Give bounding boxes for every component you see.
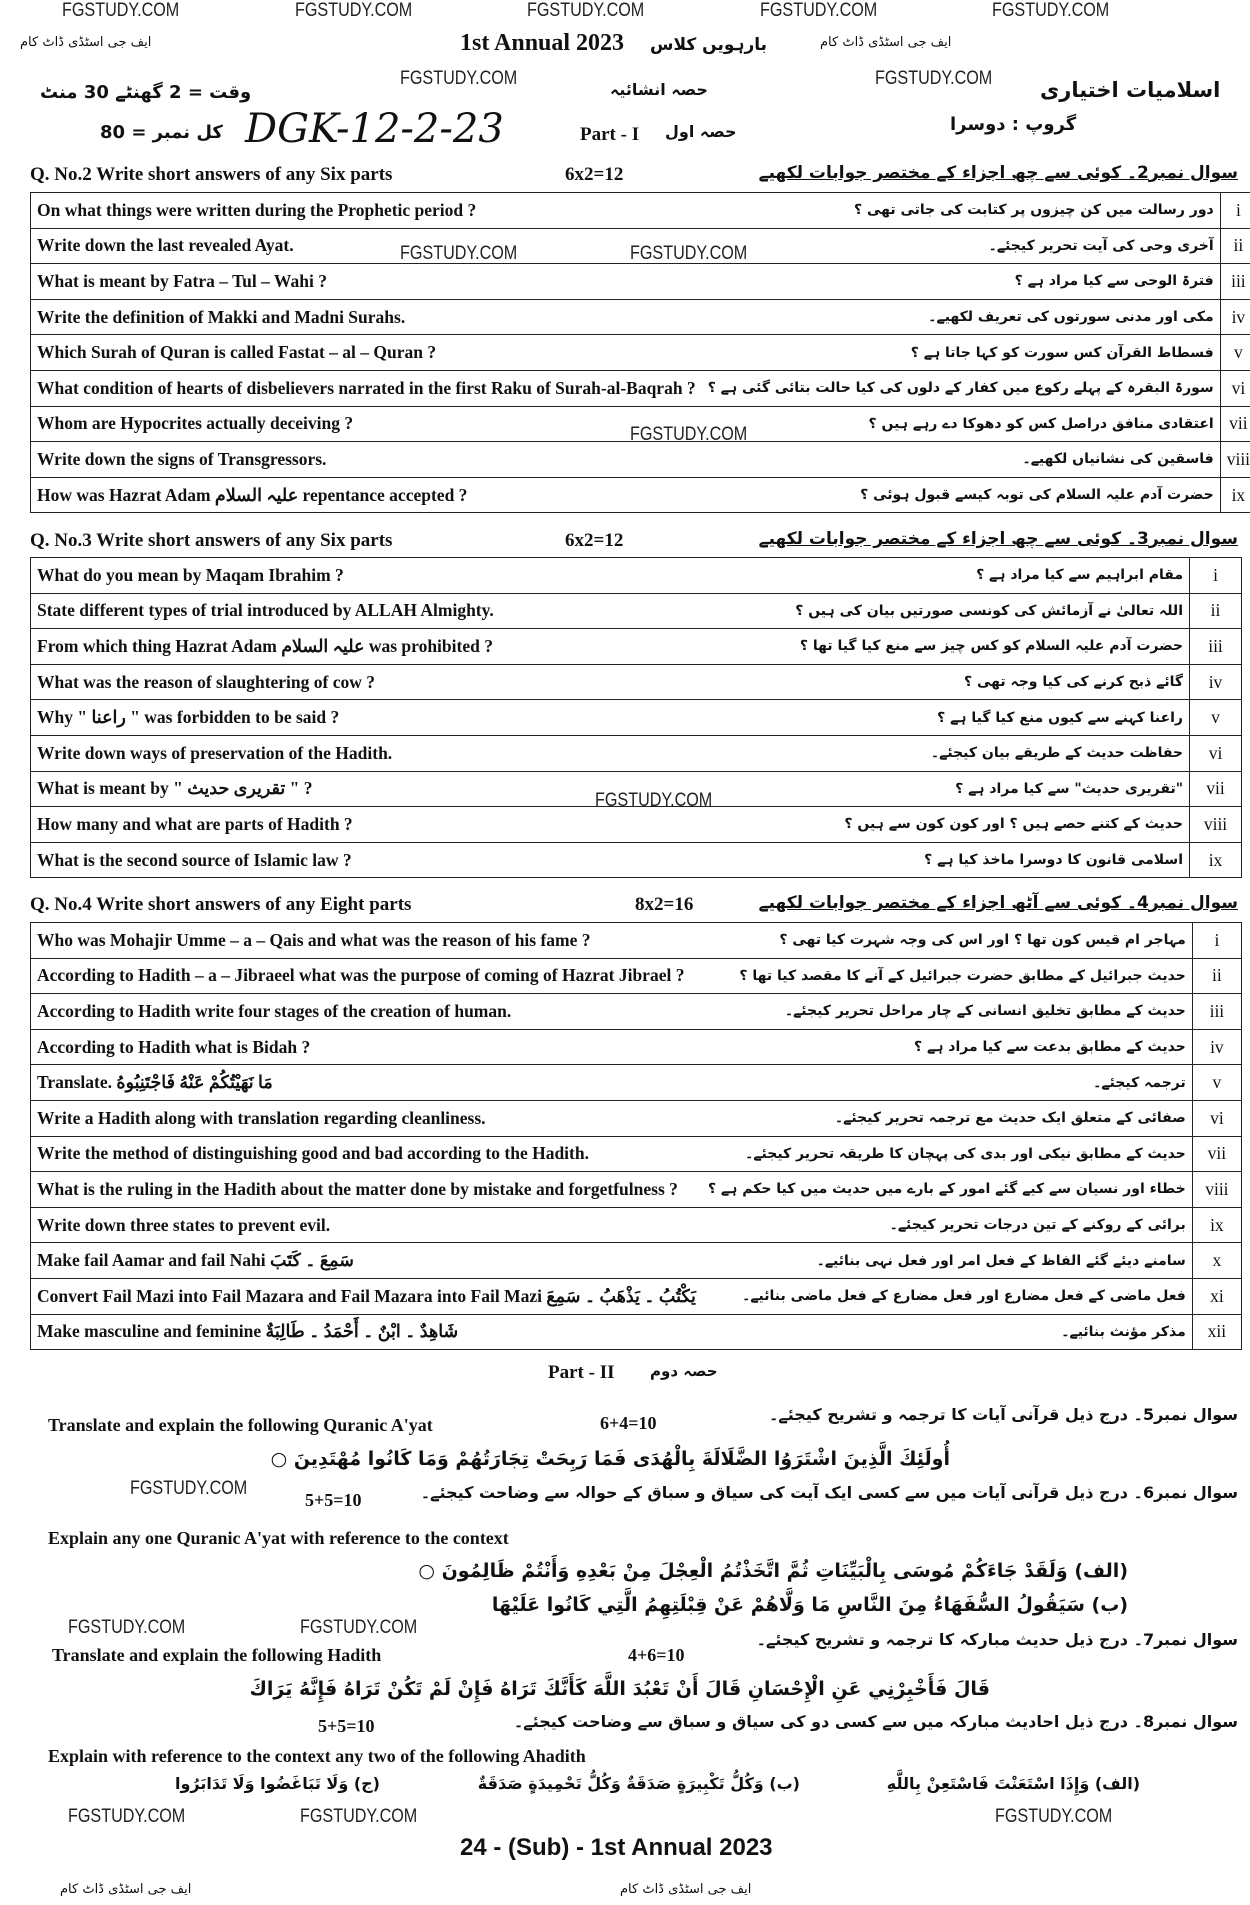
watermark: FGSTUDY.COM (400, 68, 518, 89)
question-english: How was Hazrat Adam علیہ السلام repentance accepted ? (31, 477, 702, 513)
q4-row (31, 1136, 1242, 1172)
watermark: FGSTUDY.COM (527, 0, 645, 21)
question-number: x (1192, 1243, 1241, 1279)
watermark: FGSTUDY.COM (68, 1617, 186, 1638)
watermark-urdu: ایف جی اسٹڈی ڈاٹ کام (60, 1882, 192, 1897)
q2-row (31, 193, 1250, 229)
q4-row (31, 1243, 1242, 1279)
total-marks: کل نمبر = 80 (100, 122, 223, 143)
question-number: xii (1192, 1314, 1241, 1350)
question-english: What condition of hearts of disbelievers narrated in the first Raku of Surah-al-Baqrah ? (31, 370, 702, 406)
q2-marks: 6x2=12 (565, 164, 624, 185)
q3-row (31, 842, 1242, 878)
watermark: FGSTUDY.COM (130, 1478, 248, 1499)
group-label: گروپ : دوسرا (950, 114, 1077, 135)
question-english: Write the definition of Makki and Madni Surahs. (31, 299, 702, 335)
question-number: v (1190, 700, 1242, 736)
question-number: ix (1190, 842, 1242, 878)
question-number: ii (1192, 958, 1241, 994)
q3-header (30, 528, 1238, 554)
question-english: From which thing Hazrat Adam علیہ السلام was prohibited ? (31, 629, 591, 665)
q4-row (31, 1065, 1242, 1101)
q4-header (30, 892, 1238, 918)
q8-urdu: سوال نمبر8۔ درج ذیل احادیث مبارکہ میں سے کسی دو کی سیاق و سباق سے وضاحت کیجئے۔ (513, 1712, 1238, 1731)
question-english: Write down three states to prevent evil. (31, 1207, 702, 1243)
q4-row (31, 1314, 1242, 1350)
question-number: iii (1220, 264, 1250, 300)
q7-hadith: قَالَ فَأَخْبِرْنِي عَنِ الْإِحْسَانِ قَالَ أَنْ تَعْبُدَ اللَّهَ كَأَنَّكَ تَرَاهُ فَإِنْ لَمْ تَكُنْ تَرَاهُ فَإِنَّهُ يَرَاكَ (249, 1678, 990, 1700)
question-urdu: حفاظت حدیث کے طریقے بیان کیجئے۔ (591, 735, 1190, 771)
question-english: Why " راعنا " was forbidden to be said ? (31, 700, 591, 736)
question-number: ii (1220, 228, 1250, 264)
question-urdu: راعنا کہنے سے کیوں منع کیا گیا ہے ؟ (591, 700, 1190, 736)
question-urdu: مکی اور مدنی سورتوں کی تعریف لکھیے۔ (702, 299, 1221, 335)
question-urdu: فسطاط القرآن کس سورت کو کہا جاتا ہے ؟ (702, 335, 1221, 371)
question-english: How many and what are parts of Hadith ? (31, 807, 591, 843)
q4-row (31, 958, 1242, 994)
watermark: FGSTUDY.COM (630, 243, 748, 264)
annual-title: 1st Annual 2023 (460, 30, 625, 56)
watermark: FGSTUDY.COM (62, 0, 180, 21)
q3-row (31, 700, 1242, 736)
question-english: Write down the signs of Transgressors. (31, 442, 702, 478)
question-english: Translate. مَا نَهَيْتُكُمْ عَنْهُ فَاجْتَنِبُوهُ (31, 1065, 702, 1101)
question-number: i (1192, 923, 1241, 959)
q4-row (31, 923, 1242, 959)
question-english: Make fail Aamar and fail Nahi سَمِعَ ۔ كَتَبَ (31, 1243, 702, 1279)
question-number: i (1220, 193, 1250, 229)
question-urdu: فترۃ الوحی سے کیا مراد ہے ؟ (702, 264, 1221, 300)
watermark: FGSTUDY.COM (630, 424, 748, 445)
q3-row (31, 558, 1242, 594)
question-number: xi (1192, 1278, 1241, 1314)
q4-row (31, 1172, 1242, 1208)
q4-title-urdu: سوال نمبر4۔ کوئی سے آٹھ اجزاء کے مختصر جوابات لکھیے (758, 893, 1238, 913)
watermark: FGSTUDY.COM (295, 0, 413, 21)
question-english: What is the second source of Islamic law ? (31, 842, 591, 878)
watermark: FGSTUDY.COM (992, 0, 1110, 21)
question-urdu: خطاء اور نسیان سے کیے گئے امور کے بارے میں حدیث میں کیا حکم ہے ؟ (702, 1172, 1192, 1208)
q2-table (30, 192, 1250, 513)
question-urdu: حدیث کے مطابق بدعت سے کیا مراد ہے ؟ (702, 1029, 1192, 1065)
section-label: حصہ انشائیہ (610, 80, 708, 99)
q2-title: Q. No.2 Write short answers of any Six parts (30, 164, 393, 185)
question-urdu: سورۃ البقرہ کے پہلے رکوع میں کفار کے دلوں کی کیا حالت بتائی گئی ہے ؟ (702, 370, 1221, 406)
q3-row (31, 664, 1242, 700)
question-number: ix (1220, 477, 1250, 513)
question-number: ix (1192, 1207, 1241, 1243)
question-english: What do you mean by Maqam Ibrahim ? (31, 558, 591, 594)
question-urdu: مقام ابراہیم سے کیا مراد ہے ؟ (591, 558, 1190, 594)
question-urdu: اعتقادی منافق دراصل کس کو دھوکا دے رہے ہیں ؟ (702, 406, 1221, 442)
watermark: FGSTUDY.COM (300, 1617, 418, 1638)
question-urdu: حضرت آدم علیہ السلام کو کس چیز سے منع کیا گیا تھا ؟ (591, 629, 1190, 665)
question-urdu: مذکر مؤنث بنائیے۔ (702, 1314, 1192, 1350)
q2-row (31, 477, 1250, 513)
q3-row (31, 771, 1242, 807)
question-urdu: فعل ماضی کے فعل مضارع اور فعل مضارع کے فعل ماضی بنائیے۔ (702, 1278, 1192, 1314)
q6-title: Explain any one Quranic A'yat with reference to the context (48, 1528, 509, 1548)
question-urdu: آخری وحی کی آیت تحریر کیجئے۔ (702, 228, 1221, 264)
q4-row (31, 994, 1242, 1030)
q6-ayat-a: (الف) وَلَقَدْ جَاءَكُمْ مُوسَى بِالْبَيِّنَاتِ ثُمَّ اتَّخَذْتُمُ الْعِجْلَ مِنْ بَعْدِهِ وَأَنْتُمْ ظَالِمُونَ ○ (418, 1560, 1128, 1582)
q2-row (31, 335, 1250, 371)
watermark: FGSTUDY.COM (875, 68, 993, 89)
paper-code-footer: 24 - (Sub) - 1st Annual 2023 (460, 1834, 773, 1861)
watermark: FGSTUDY.COM (595, 790, 713, 811)
q2-row (31, 264, 1250, 300)
question-english: Which Surah of Quran is called Fastat – al – Quran ? (31, 335, 702, 371)
q2-row (31, 228, 1250, 264)
watermark: FGSTUDY.COM (760, 0, 878, 21)
question-number: vi (1192, 1100, 1241, 1136)
question-english: Write down ways of preservation of the Hadith. (31, 735, 591, 771)
q6-urdu: سوال نمبر6۔ درج ذیل قرآنی آیات میں سے کسی ایک آیت کی سیاق و سباق کے حوالہ سے وضاحت کیجئے۔ (420, 1483, 1238, 1502)
question-number: iv (1220, 299, 1250, 335)
question-english: Write the method of distinguishing good and bad according to the Hadith. (31, 1136, 702, 1172)
question-number: viii (1190, 807, 1242, 843)
q6-marks: 5+5=10 (305, 1490, 362, 1510)
question-english: What is the ruling in the Hadith about the matter done by mistake and forgetfulness ? (31, 1172, 702, 1208)
part-two-title: Part - II (548, 1362, 615, 1383)
q5-urdu: سوال نمبر5۔ درج ذیل قرآنی آیات کا ترجمہ و تشریح کیجئے۔ (769, 1405, 1238, 1424)
class-title: بارہویں کلاس (650, 35, 768, 55)
question-urdu: برائی کے روکنے کے تین درجات تحریر کیجئے۔ (702, 1207, 1192, 1243)
question-urdu: اسلامی قانون کا دوسرا ماخذ کیا ہے ؟ (591, 842, 1190, 878)
question-number: vi (1220, 370, 1250, 406)
question-urdu: حضرت آدم علیہ السلام کی توبہ کیسے قبول ہوئی ؟ (702, 477, 1221, 513)
question-english: Write a Hadith along with translation regarding cleanliness. (31, 1100, 702, 1136)
question-number: iii (1192, 994, 1241, 1030)
question-english: Whom are Hypocrites actually deceiving ? (31, 406, 702, 442)
part-one-label: Part - I (580, 124, 640, 145)
question-english: What was the reason of slaughtering of cow ? (31, 664, 591, 700)
question-number: vii (1220, 406, 1250, 442)
subject-title: اسلامیات اختیاری (1040, 78, 1221, 102)
q4-row (31, 1207, 1242, 1243)
q4-marks: 8x2=16 (635, 894, 694, 915)
q7-urdu: سوال نمبر7۔ درج ذیل حدیث مبارکہ کا ترجمہ و تشریح کیجئے۔ (756, 1630, 1238, 1649)
q3-row (31, 593, 1242, 629)
q4-row (31, 1029, 1242, 1065)
q2-row (31, 370, 1250, 406)
q8-hadith-c: (ج) وَلَا تَبَاغَضُوا وَلَا تَدَابَرُوا (174, 1774, 380, 1793)
question-urdu: صفائی کے متعلق ایک حدیث مع ترجمہ تحریر کیجئے۔ (702, 1100, 1192, 1136)
q8-title: Explain with reference to the context any two of the following Ahadith (48, 1746, 586, 1766)
handwritten-code: DGK-12-2-23 (245, 106, 504, 152)
question-number: vi (1190, 735, 1242, 771)
question-english: Convert Fail Mazi into Fail Mazara and Fail Mazara into Fail Mazi يَكْتُبُ ۔ يَذْهَبُ ۔ سَمِعَ (31, 1278, 702, 1314)
q2-row (31, 406, 1250, 442)
q3-title: Q. No.3 Write short answers of any Six parts (30, 530, 393, 551)
question-english: On what things were written during the Prophetic period ? (31, 193, 702, 229)
q3-row (31, 629, 1242, 665)
question-number: iv (1190, 664, 1242, 700)
question-urdu: مہاجر ام قیس کون تھا ؟ اور اس کی وجہ شہرت کیا تھی ؟ (702, 923, 1192, 959)
watermark-urdu: ایف جی اسٹڈی ڈاٹ کام (20, 35, 152, 50)
question-urdu: دور رسالت میں کن چیزوں پر کتابت کی جاتی تھی ؟ (702, 193, 1221, 229)
question-number: v (1220, 335, 1250, 371)
q2-row (31, 442, 1250, 478)
part-two-urdu: حصہ دوم (650, 1362, 718, 1380)
question-urdu: فاسقین کی نشانیاں لکھیے۔ (702, 442, 1221, 478)
question-number: v (1192, 1065, 1241, 1101)
q7-marks: 4+6=10 (628, 1645, 685, 1665)
q3-table (30, 557, 1242, 878)
question-number: i (1190, 558, 1242, 594)
question-english: According to Hadith what is Bidah ? (31, 1029, 702, 1065)
question-english: According to Hadith – a – Jibraeel what was the purpose of coming of Hazrat Jibrael ? (31, 958, 702, 994)
question-urdu: حدیث کے مطابق نیکی اور بدی کی پہچان کا طریقہ تحریر کیجئے۔ (702, 1136, 1192, 1172)
question-urdu: حدیث کے کتنے حصے ہیں ؟ اور کون کون سے ہیں ؟ (591, 807, 1190, 843)
question-english: Write down the last revealed Ayat. (31, 228, 702, 264)
q2-row (31, 299, 1250, 335)
question-english: What is meant by " تقریری حدیث " ? (31, 771, 591, 807)
q6-ayat-b: (ب) سَيَقُولُ السُّفَهَاءُ مِنَ النَّاسِ مَا وَلَّاهُمْ عَنْ قِبْلَتِهِمُ الَّتِي كَانُوا عَلَيْهَا (491, 1594, 1128, 1616)
q5-title: Translate and explain the following Quranic A'yat (48, 1415, 433, 1435)
question-english: Make masculine and feminine شَاهِدٌ ۔ ابْنٌ ۔ أَحْمَدُ ۔ طَالِبَةٌ (31, 1314, 702, 1350)
watermark: FGSTUDY.COM (400, 243, 518, 264)
watermark-urdu: ایف جی اسٹڈی ڈاٹ کام (820, 35, 952, 50)
question-english: Who was Mohajir Umme – a – Qais and what was the reason of his fame ? (31, 923, 702, 959)
q2-header (30, 162, 1238, 188)
question-number: iii (1190, 629, 1242, 665)
watermark-urdu: ایف جی اسٹڈی ڈاٹ کام (620, 1882, 752, 1897)
question-number: vii (1192, 1136, 1241, 1172)
q2-title-urdu: سوال نمبر2۔ کوئی سے چھ اجزاء کے مختصر جوابات لکھیے (758, 163, 1238, 183)
question-urdu: ترجمہ کیجئے۔ (702, 1065, 1192, 1101)
question-english: According to Hadith write four stages of the creation of human. (31, 994, 702, 1030)
q5-ayat: أُولَئِكَ الَّذِينَ اشْتَرَوُا الضَّلَالَةَ بِالْهُدَى فَمَا رَبِحَتْ تِجَارَتُهُمْ وَمَا كَانُوا مُهْتَدِينَ ○ (270, 1448, 950, 1470)
question-english: State different types of trial introduced by ALLAH Almighty. (31, 593, 591, 629)
watermark: FGSTUDY.COM (68, 1806, 186, 1827)
q8-hadith-b: (ب) وَكُلُّ تَكْبِيرَةٍ صَدَقَةٌ وَكُلُّ تَحْمِيدَةٍ صَدَقَةٌ (477, 1774, 800, 1793)
question-urdu: "تقریری حدیث" سے کیا مراد ہے ؟ (591, 771, 1190, 807)
question-english: What is meant by Fatra – Tul – Wahi ? (31, 264, 702, 300)
question-number: vii (1190, 771, 1242, 807)
question-urdu: گائے ذبح کرنے کی کیا وجہ تھی ؟ (591, 664, 1190, 700)
q8-hadith-a: (الف) وَإِذَا اسْتَعَنْتَ فَاسْتَعِنْ بِاللَّهِ (886, 1774, 1140, 1793)
question-number: iv (1192, 1029, 1241, 1065)
watermark: FGSTUDY.COM (995, 1806, 1113, 1827)
q4-title: Q. No.4 Write short answers of any Eight parts (30, 894, 412, 915)
question-number: viii (1192, 1172, 1241, 1208)
q4-row (31, 1278, 1242, 1314)
question-urdu: حدیث جبرائیل کے مطابق حضرت جبرائیل کے آنے کا مقصد کیا تھا ؟ (702, 958, 1192, 994)
q3-row (31, 735, 1242, 771)
watermark: FGSTUDY.COM (300, 1806, 418, 1827)
q4-row (31, 1100, 1242, 1136)
question-urdu: اللہ تعالیٰ نے آزمائش کی کونسی صورتیں بیان کی ہیں ؟ (591, 593, 1190, 629)
q8-marks: 5+5=10 (318, 1716, 375, 1736)
q5-marks: 6+4=10 (600, 1413, 657, 1433)
part-one-urdu: حصہ اول (665, 122, 737, 141)
q7-title: Translate and explain the following Hadith (52, 1645, 382, 1665)
time-label: وقت = 2 گھنٹے 30 منٹ (40, 82, 252, 103)
question-number: viii (1220, 442, 1250, 478)
q3-row (31, 807, 1242, 843)
question-number: ii (1190, 593, 1242, 629)
q4-table (30, 922, 1242, 1350)
question-urdu: سامنے دیئے گئے الفاظ کے فعل امر اور فعل نہی بنائیے۔ (702, 1243, 1192, 1279)
q3-marks: 6x2=12 (565, 530, 624, 551)
question-urdu: حدیث کے مطابق تخلیق انسانی کے چار مراحل تحریر کیجئے۔ (702, 994, 1192, 1030)
q3-title-urdu: سوال نمبر3۔ کوئی سے چھ اجزاء کے مختصر جوابات لکھیے (758, 529, 1238, 549)
